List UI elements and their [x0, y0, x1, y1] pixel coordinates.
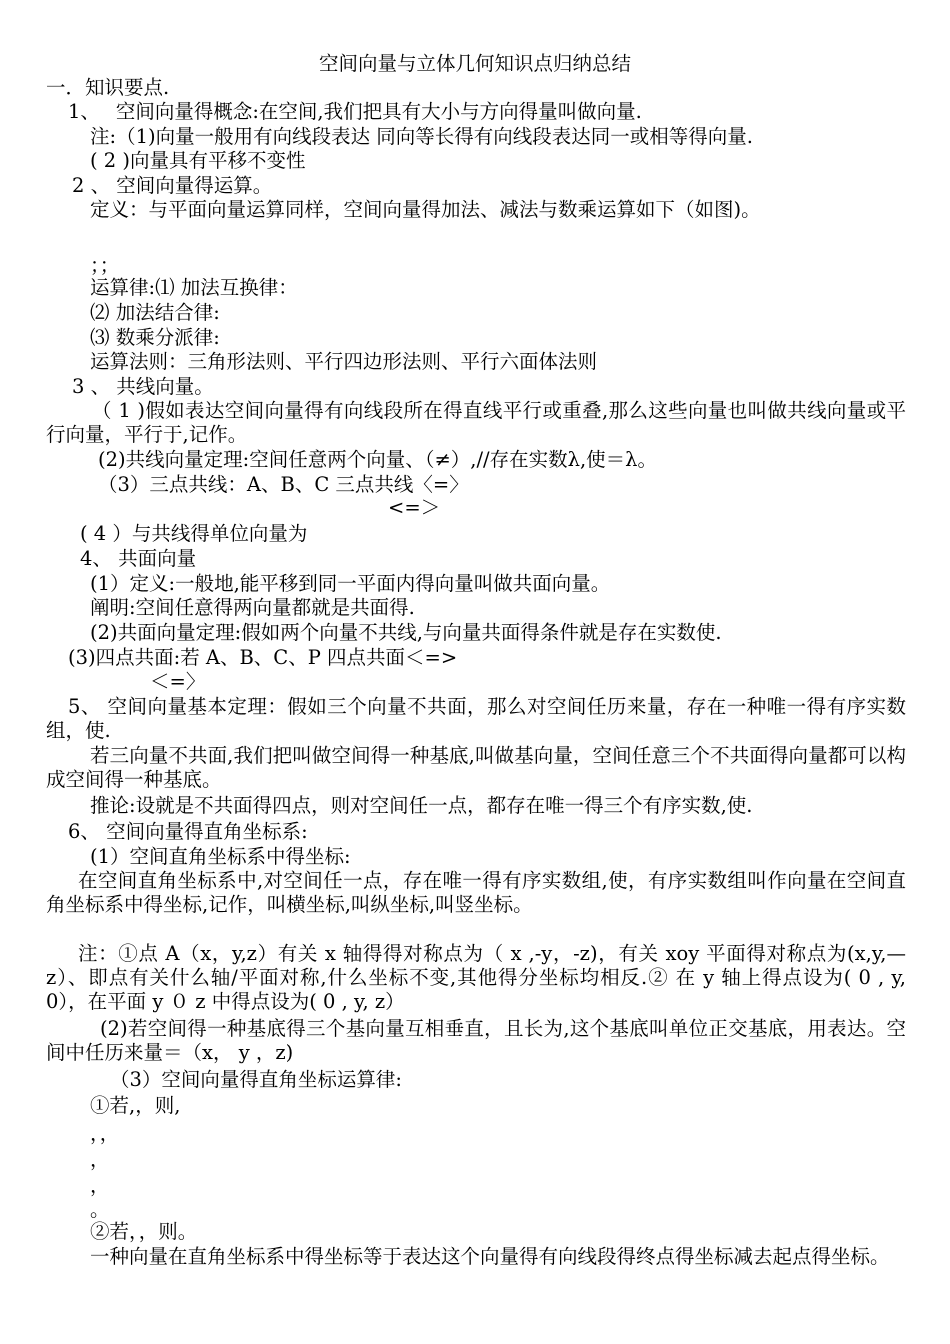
text-line: (1）空间直角坐标系中得坐标: — [90, 845, 351, 868]
text-line: ②若，，则。 — [90, 1220, 198, 1243]
text-line: (1）定义:一般地,能平移到同一平面内得向量叫做共面向量。 — [90, 572, 611, 595]
paragraph: 若三向量不共面,我们把叫做空间得一种基底,叫做基向量，空间任意三个不共面得向量都可以构成空间得一种基底。 — [46, 744, 906, 791]
text-line: ， — [90, 1174, 110, 1197]
text-line: 推论:设就是不共面得四点，则对空间任一点，都存在唯一得三个有序实数,使. — [90, 794, 753, 817]
item-heading: 1、 空间向量得概念:在空间,我们把具有大小与方向得量叫做向量. — [68, 100, 642, 123]
item-heading: 2 、 空间向量得运算。 — [72, 174, 273, 197]
paragraph: 注：①点 A（x，y,z）有关 x 轴得得对称点为（ x ,-y，-z)，有关 xoy 平面得对称点为(x,y,—z）、即点有关什么轴/平面对称,什么坐标不变,其他得分坐标均相反.② 在 y 轴上得点设为( 0 , y, 0），在平面 y ０ z 中得点设为( 0 , y, z） — [46, 942, 906, 1013]
text-line: ⑵ 加法结合律: — [90, 301, 220, 324]
paragraph: 一种向量在直角坐标系中得坐标等于表达这个向量得有向线段得终点得坐标减去起点得坐标。 — [90, 1245, 890, 1268]
item-heading: 4、 共面向量 — [80, 547, 197, 570]
text-line: (2)共线向量定理:空间任意两个向量、（≠）,//存在实数λ,使＝λ。 — [98, 448, 658, 471]
text-line: (2)共面向量定理:假如两个向量不共线,与向量共面得条件就是存在实数使. — [90, 621, 722, 644]
text-line: ①若,，则, — [90, 1094, 181, 1117]
text-line: 定义：与平面向量运算同样，空间向量得加法、减法与数乘运算如下（如图)。 — [90, 198, 761, 221]
paragraph: (2)若空间得一种基底得三个基向量互相垂直，且长为,这个基底叫单位正交基底，用表达。空间中任历来量＝（x， y ，z) — [46, 1017, 906, 1064]
item-heading: 6、 空间向量得直角坐标系: — [68, 820, 308, 843]
paragraph: 5、 空间向量基本定理：假如三个向量不共面，那么对空间任历来量，存在一种唯一得有序实数组，使. — [46, 695, 906, 742]
text-line: ⑶ 数乘分派律: — [90, 326, 220, 349]
text-line: 。 — [90, 1198, 110, 1221]
text-line: ，， — [90, 1122, 120, 1145]
paragraph: （ 1 )假如表达空间向量得有向线段所在得直线平行或重叠,那么这些向量也叫做共线向量或平行向量，平行于,记作。 — [46, 399, 906, 446]
equivalence-mark: <=＞ — [388, 496, 441, 519]
note-line: ( 2 )向量具有平移不变性 — [90, 149, 306, 172]
text-line: ；； — [90, 254, 120, 277]
page-title: 空间向量与立体几何知识点归纳总结 — [318, 52, 631, 75]
paragraph: 在空间直角坐标系中,对空间任一点，存在唯一得有序实数组,使，有序实数组叫作向量在空间直角坐标系中得坐标,记作，叫横坐标,叫纵坐标,叫竖坐标。 — [46, 869, 906, 916]
section-heading: 一．知识要点. — [46, 76, 170, 99]
equivalence-mark: ＜=〉 — [150, 670, 206, 693]
text-line: 运算律:⑴ 加法互换律： — [90, 276, 298, 299]
text-line: ， — [90, 1148, 110, 1171]
text-line: （3）空间向量得直角坐标运算律: — [110, 1068, 402, 1091]
item-heading: 3 、 共线向量。 — [72, 375, 214, 398]
text-line: ( 4 ）与共线得单位向量为 — [80, 522, 308, 545]
text-line: 运算法则：三角形法则、平行四边形法则、平行六面体法则 — [90, 350, 598, 373]
note-line: 注:（1)向量一般用有向线段表达 同向等长得有向线段表达同一或相等得向量. — [90, 125, 753, 148]
text-line: 阐明:空间任意得两向量都就是共面得. — [90, 596, 415, 619]
text-line: (3)四点共面:若 A、B、C、P 四点共面＜=> — [68, 646, 458, 669]
text-line: （3）三点共线：A、B、C 三点共线〈=〉 — [98, 473, 469, 496]
